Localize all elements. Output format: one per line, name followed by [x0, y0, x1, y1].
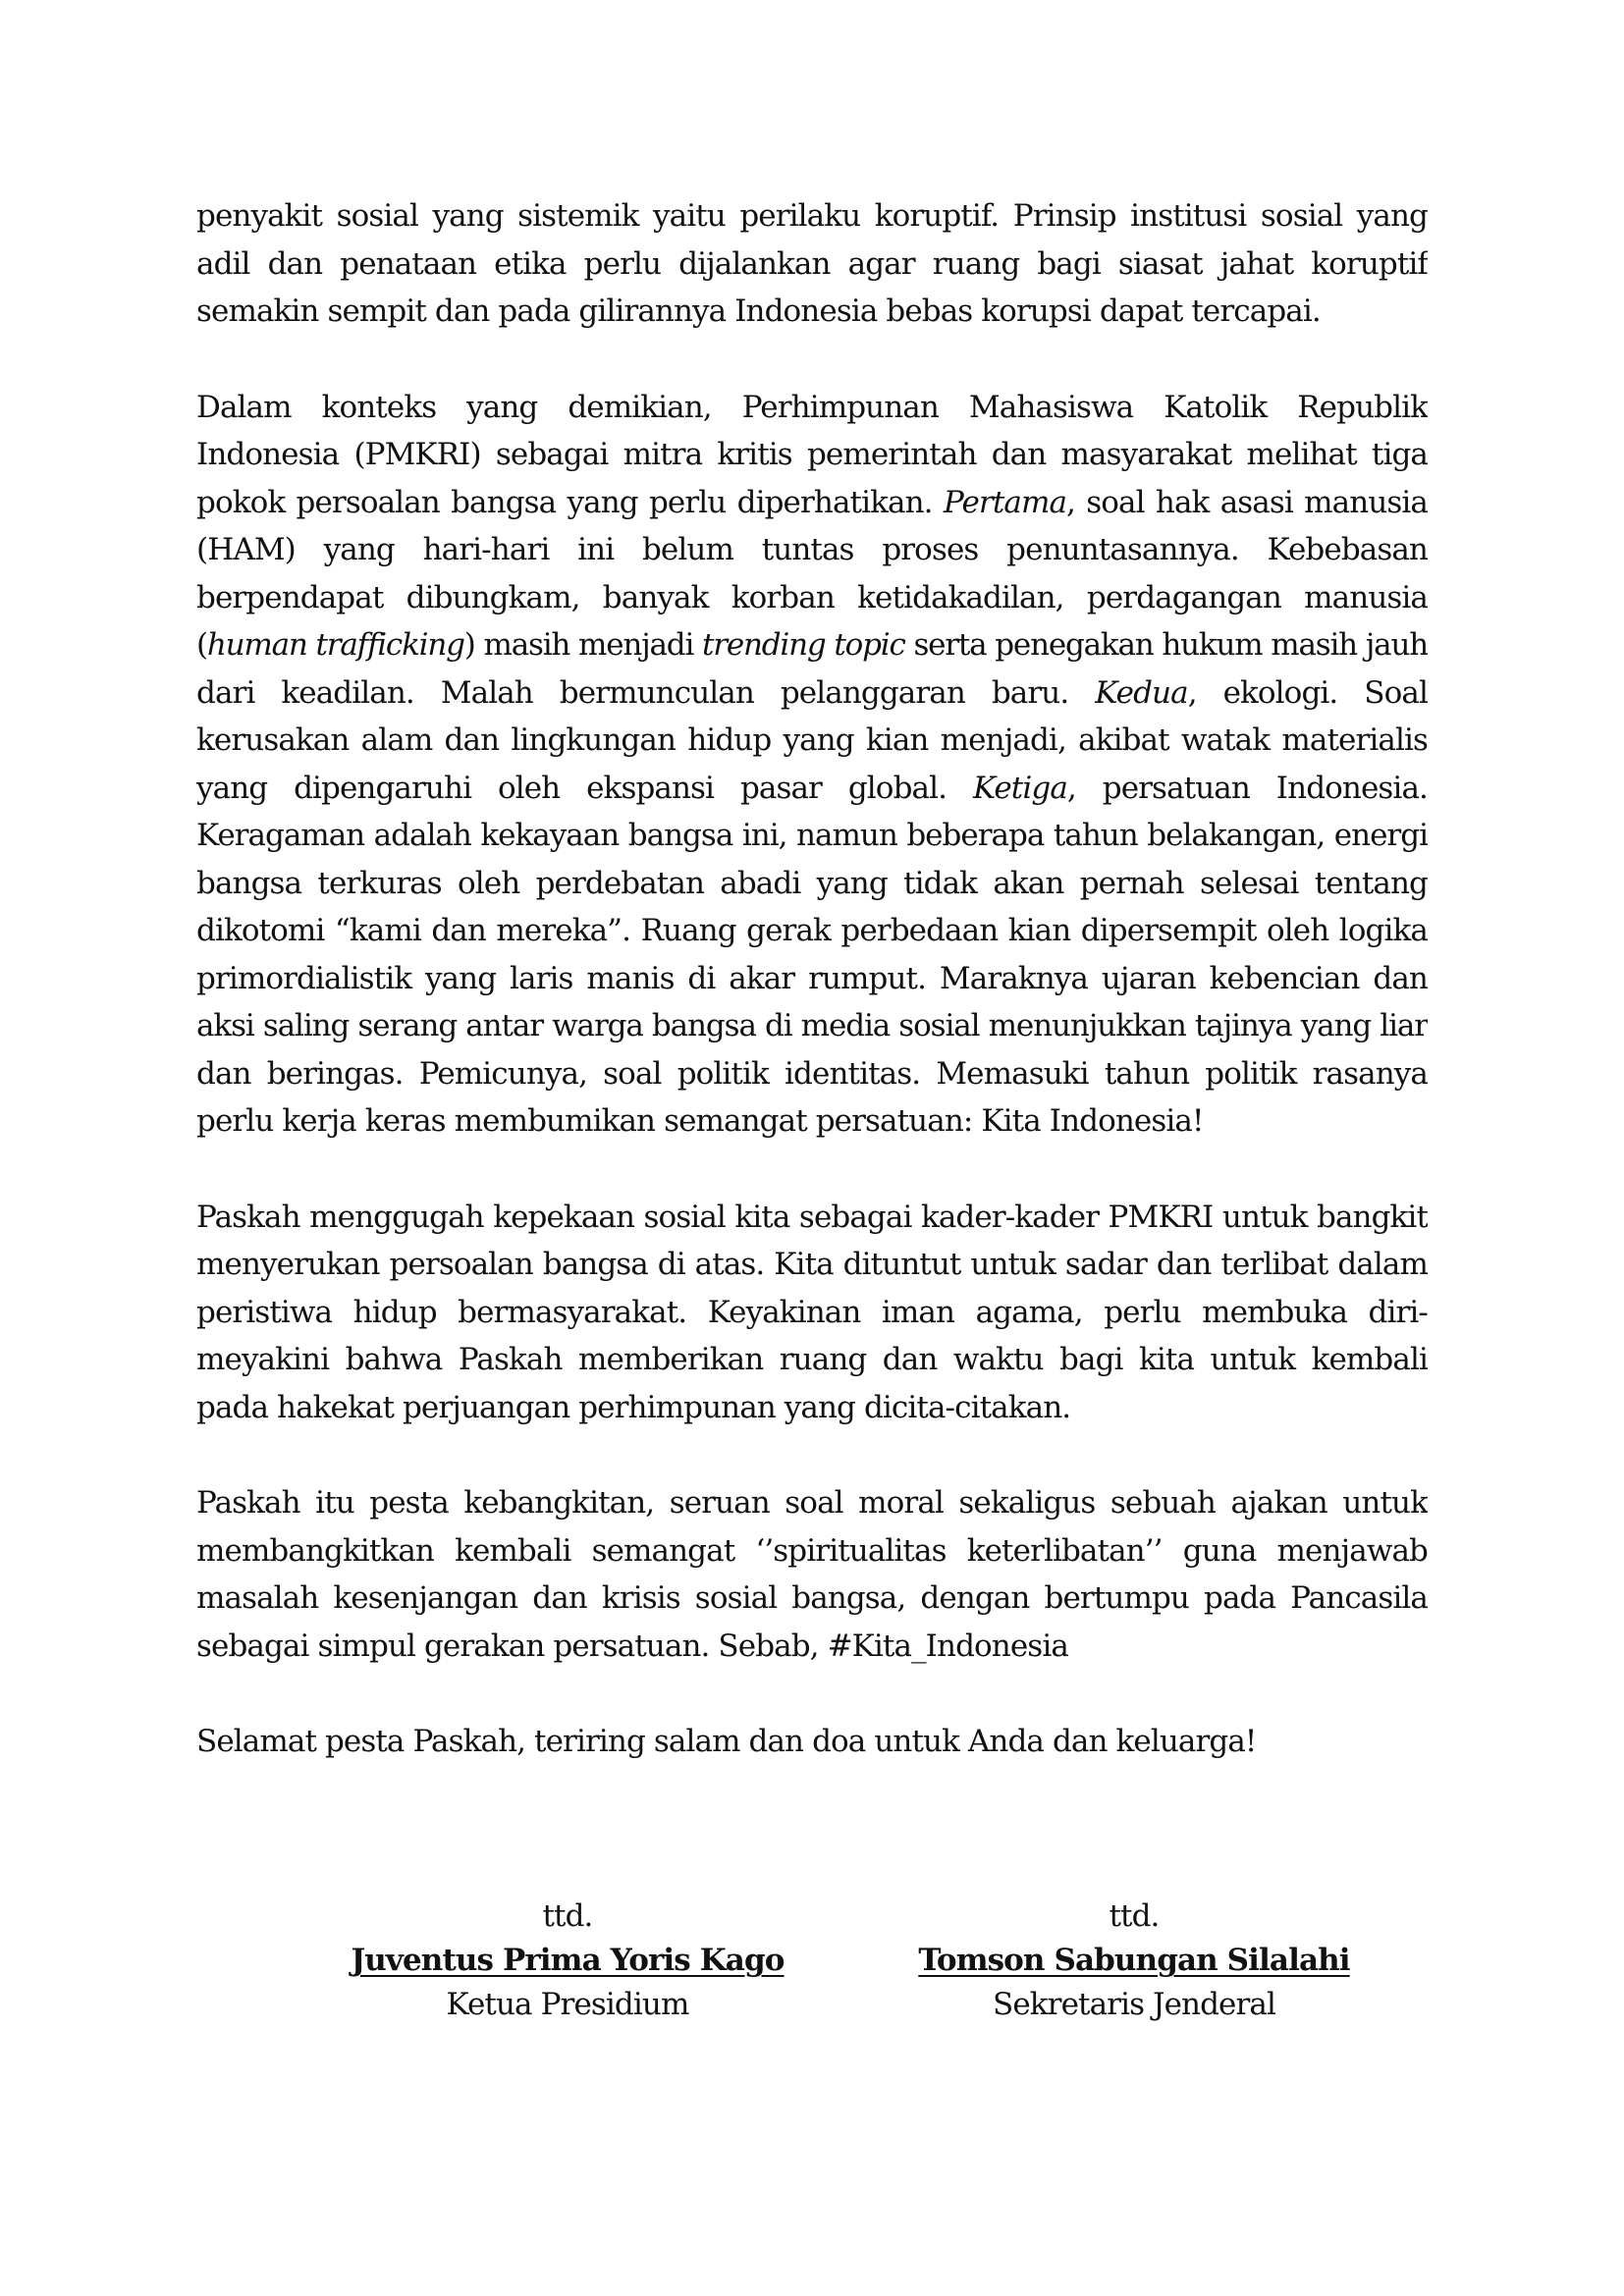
text-segment: Keragaman adalah kekayaan bangsa ini, namun beberapa tahun belakangan, energi — [196, 818, 1428, 853]
paragraph — [196, 192, 1428, 336]
paragraph — [196, 1718, 1428, 1766]
text-line — [196, 1002, 1428, 1050]
signature-ketua-presidium — [322, 1895, 813, 2027]
text-segment: dikotomi “kami dan mereka”. Ruang gerak perbedaan kian dipersempit oleh logika — [196, 913, 1428, 948]
signatory-name: Tomson Sabungan Silalahi — [918, 1943, 1350, 1978]
italic-text: human trafficking — [206, 627, 464, 663]
text-segment: pokok persoalan bangsa yang perlu diperhatikan. — [196, 484, 944, 520]
text-segment: , ekologi. Soal — [1187, 674, 1428, 711]
text-segment: menyerukan persoalan bangsa di atas. Kita dituntut untuk sadar dan terlibat dalam — [196, 1247, 1428, 1282]
text-segment: ) masih menjadi — [463, 627, 702, 663]
text-line — [196, 384, 1428, 432]
signatory-name: Juventus Prima Yoris Kago — [351, 1943, 785, 1978]
text-segment: Dalam konteks yang demikian, Perhimpunan Mahasiswa Katolik Republik — [196, 389, 1428, 425]
text-segment: meyakini bahwa Paskah memberikan ruang dan waktu bagi kita untuk kembali — [196, 1342, 1428, 1377]
text-segment: penyakit sosial yang sistemik yaitu perilaku koruptif. Prinsip institusi sosial yang — [196, 198, 1428, 234]
text-line — [196, 1289, 1428, 1337]
text-segment: kerusakan alam dan lingkungan hidup yang kian menjadi, akibat watak materialis — [196, 722, 1428, 758]
text-segment: dan beringas. Pemicunya, soal politik identitas. Memasuki tahun politik rasanya — [196, 1055, 1428, 1092]
text-line — [196, 1527, 1428, 1575]
signatory-title: Sekretaris Jenderal — [992, 1987, 1275, 2022]
signatory-title: Ketua Presidium — [446, 1987, 689, 2022]
ttd-label: ttd. — [1109, 1898, 1160, 1934]
text-segment: aksi saling serang antar warga bangsa di media sosial menunjukkan tajinya yang liar — [196, 1008, 1428, 1043]
italic-text: Ketiga — [972, 770, 1067, 806]
text-segment: peristiwa hidup bermasyarakat. Keyakinan iman agama, perlu membuka diri- — [196, 1294, 1428, 1330]
text-line — [196, 479, 1428, 527]
text-line — [196, 1097, 1428, 1146]
text-line — [196, 1479, 1428, 1527]
italic-text: Pertama — [943, 484, 1067, 520]
text-segment: Paskah menggugah kepekaan sosial kita sebagai kader-kader PMKRI untuk bangkit — [196, 1199, 1428, 1235]
text-line — [196, 765, 1428, 813]
text-line — [196, 526, 1428, 574]
text-line — [196, 860, 1428, 908]
text-segment: Indonesia (PMKRI) sebagai mitra kritis pemerintah dan masyarakat melihat tiga — [196, 437, 1428, 472]
signature-sekretaris-jenderal — [889, 1895, 1380, 2027]
letter-body — [196, 192, 1428, 1814]
ttd-label: ttd. — [542, 1898, 593, 1934]
text-line — [196, 1384, 1428, 1432]
text-line — [196, 288, 1428, 336]
italic-text: Kedua — [1095, 674, 1188, 711]
text-segment: (HAM) yang hari-hari ini belum tuntas proses penuntasannya. Kebebasan — [196, 532, 1428, 567]
text-line — [196, 1718, 1428, 1766]
text-line — [196, 1575, 1428, 1623]
text-line — [196, 717, 1428, 765]
text-segment: bangsa terkuras oleh perdebatan abadi yang tidak akan pernah selesai tentang — [196, 865, 1428, 901]
text-line — [196, 1336, 1428, 1384]
text-line — [196, 431, 1428, 479]
text-segment: primordialistik yang laris manis di akar rumput. Maraknya ujaran kebencian dan — [196, 960, 1428, 996]
text-segment: pada hakekat perjuangan perhimpunan yang dicita-citakan. — [196, 1389, 1071, 1425]
text-segment: adil dan penataan etika perlu dijalankan agar ruang bagi siasat jahat koruptif — [196, 245, 1428, 282]
text-line — [196, 574, 1428, 622]
text-segment: sebagai simpul gerakan persatuan. Sebab, #Kita_Indonesia — [196, 1628, 1068, 1664]
text-segment: , persatuan Indonesia. — [1066, 770, 1428, 806]
text-segment: membangkitkan kembali semangat ‘’spiritualitas keterlibatan’’ guna menjawab — [196, 1532, 1428, 1569]
text-segment: berpendapat dibungkam, banyak korban ketidakadilan, perdagangan manusia — [196, 579, 1428, 615]
text-segment: Paskah itu pesta kebangkitan, seruan soal moral sekaligus sebuah ajakan untuk — [196, 1485, 1428, 1521]
paragraph — [196, 384, 1428, 1146]
paragraph — [196, 1479, 1428, 1670]
text-line — [196, 1241, 1428, 1289]
text-line — [196, 240, 1428, 289]
italic-text: trending topic — [702, 627, 905, 663]
text-segment: semakin sempit dan pada gilirannya Indonesia bebas korupsi dapat tercapai. — [196, 294, 1321, 329]
text-segment: perlu kerja keras membumikan semangat persatuan: Kita Indonesia! — [196, 1103, 1204, 1139]
text-segment: masalah kesenjangan dan krisis sosial bangsa, dengan bertumpu pada Pancasila — [196, 1580, 1428, 1616]
text-line — [196, 669, 1428, 718]
text-line — [196, 192, 1428, 240]
text-segment: dari keadilan. Malah bermunculan pelanggaran baru. — [196, 674, 1096, 711]
paragraph — [196, 1194, 1428, 1432]
text-segment: yang dipengaruhi oleh ekspansi pasar global. — [196, 770, 973, 806]
text-segment: Selamat pesta Paskah, teriring salam dan doa untuk Anda dan keluarga! — [196, 1724, 1257, 1759]
text-line — [196, 1050, 1428, 1098]
text-line — [196, 1623, 1428, 1671]
text-segment: ( — [196, 627, 207, 663]
text-segment: serta penegakan hukum masih jauh — [904, 627, 1428, 663]
text-line — [196, 812, 1428, 860]
text-segment: , soal hak asasi manusia — [1066, 484, 1428, 520]
text-line — [196, 907, 1428, 955]
text-line — [196, 621, 1428, 669]
text-line — [196, 1194, 1428, 1242]
text-line — [196, 955, 1428, 1003]
